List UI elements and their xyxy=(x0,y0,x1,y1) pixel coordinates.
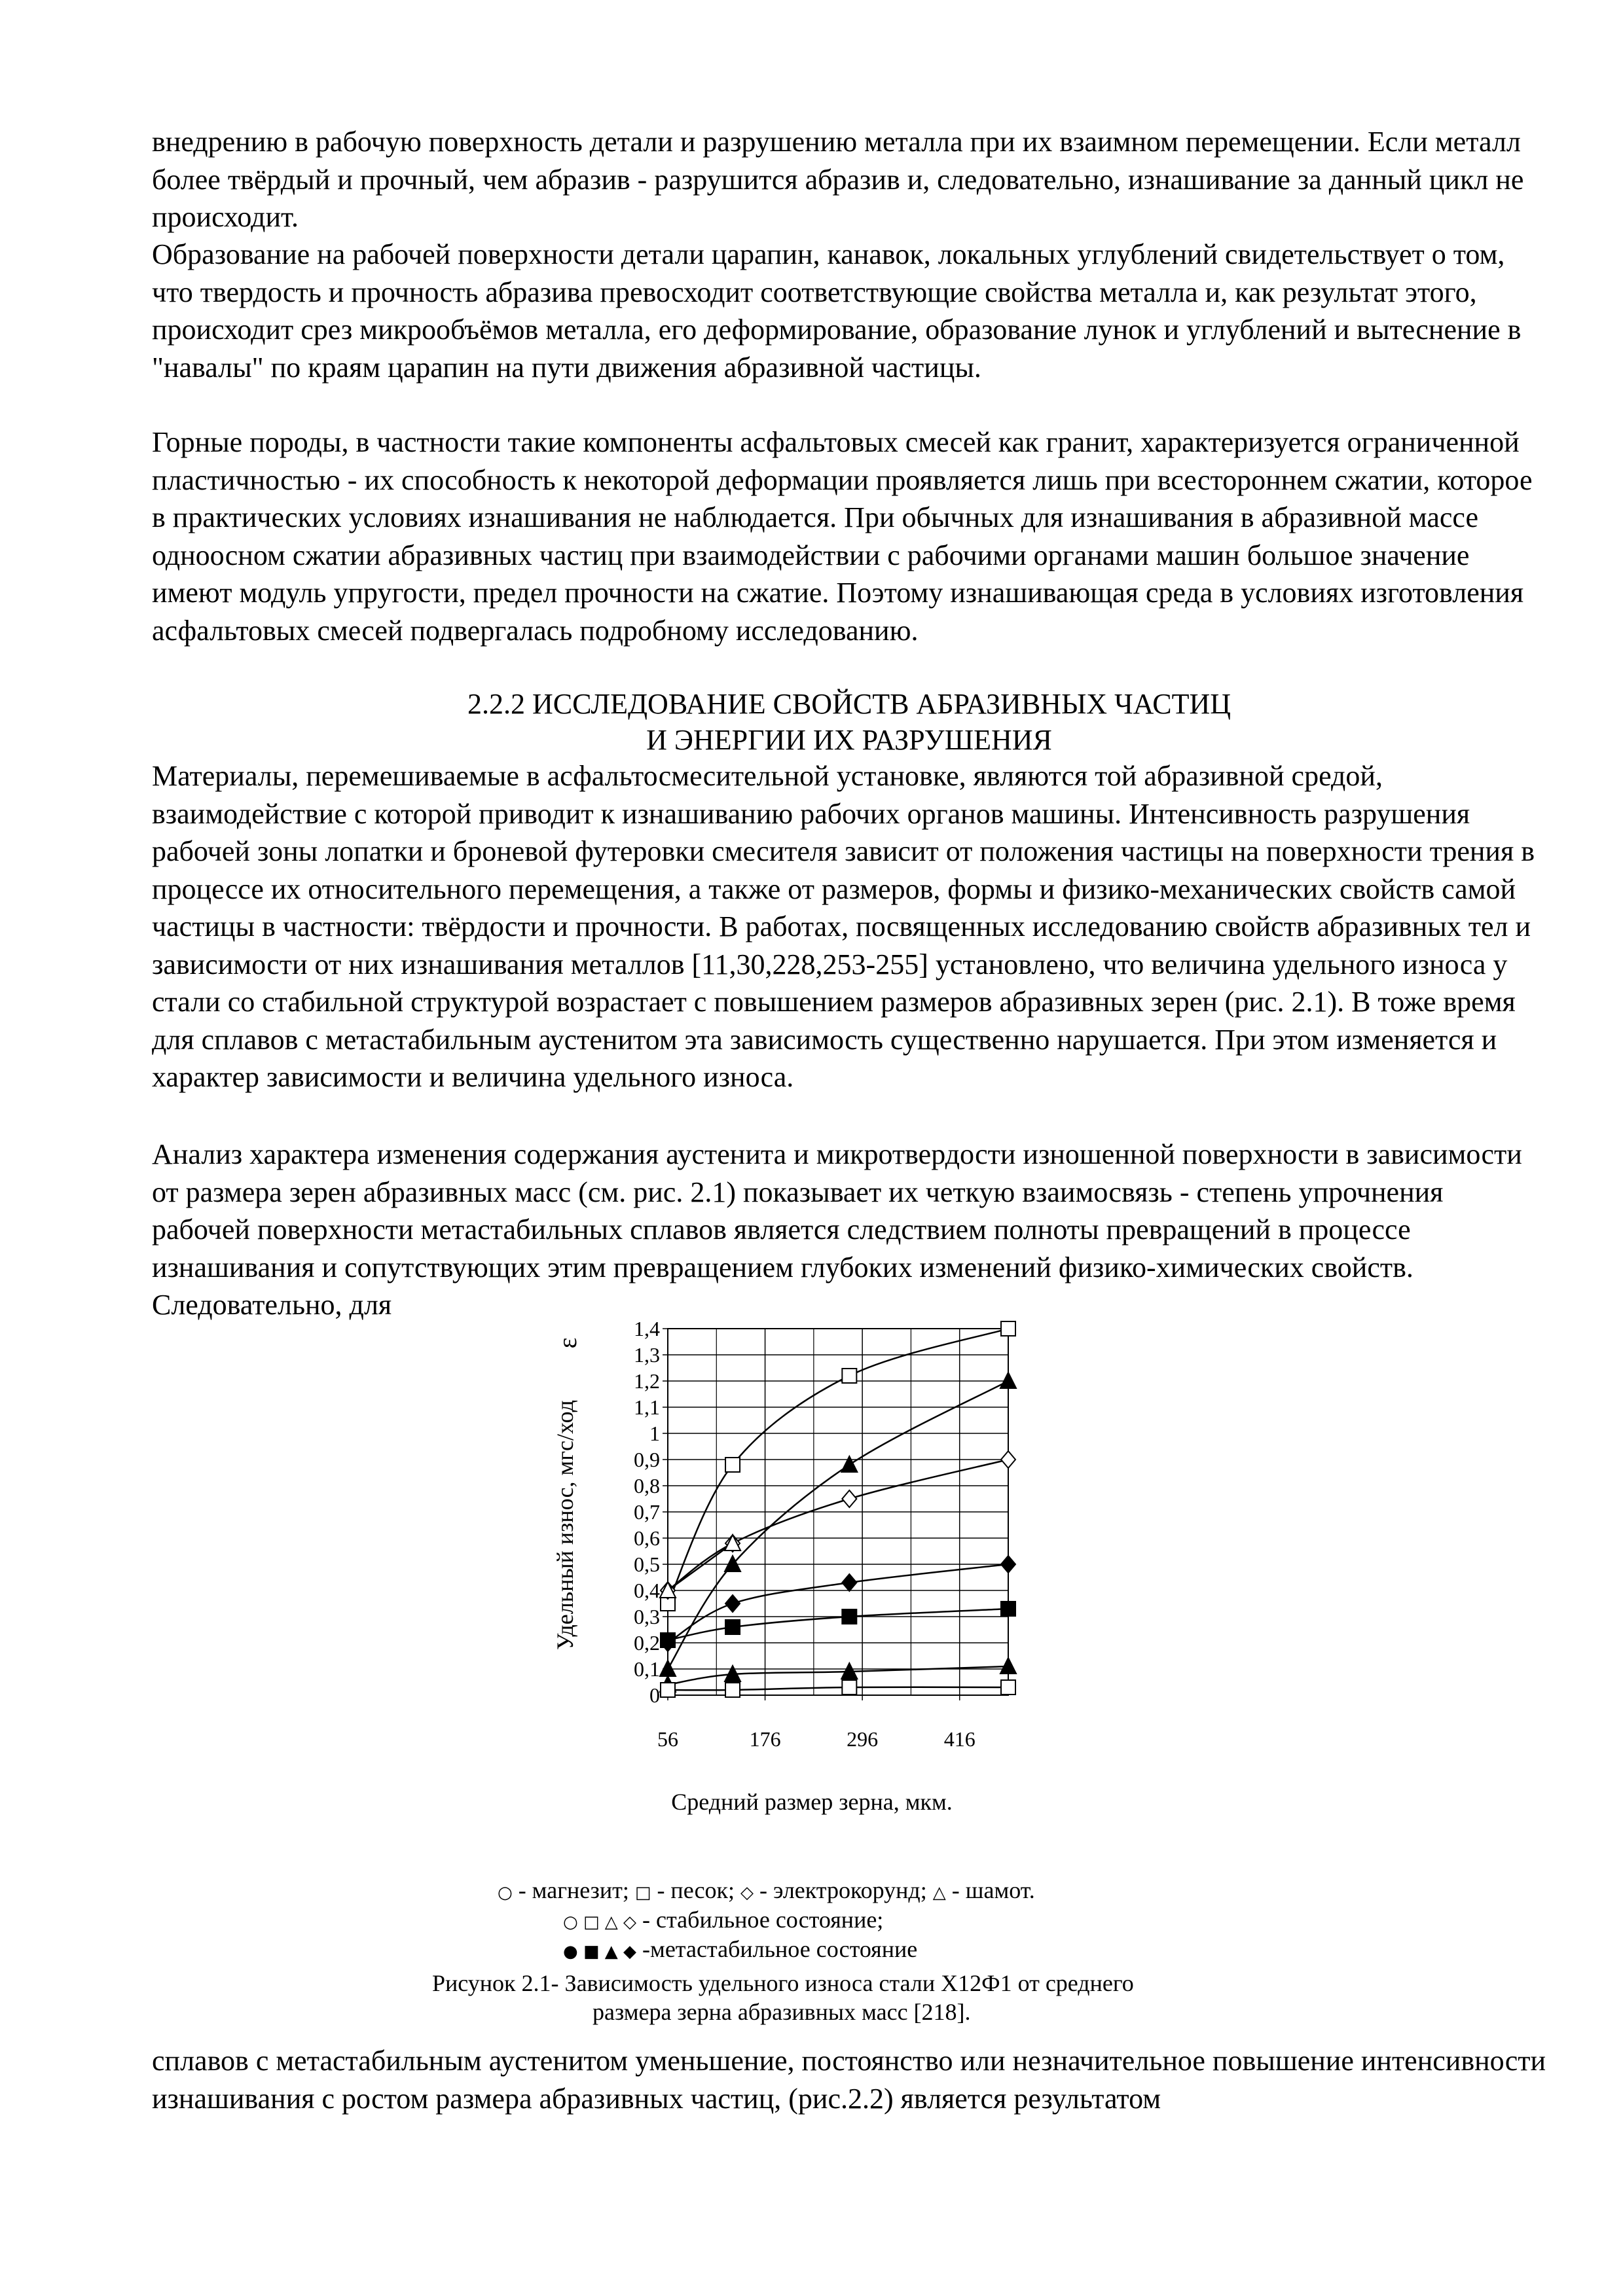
series-line xyxy=(668,1329,1008,1604)
series-line xyxy=(668,1609,1008,1640)
figure-2-1-chart xyxy=(550,1309,1165,1833)
x-tick-label: 176 xyxy=(749,1727,781,1751)
figure-caption-line-2: размера зерна абразивных масс [218]. xyxy=(593,1999,971,2025)
stable-markers-icon: ○ □ △ ◇ xyxy=(563,1912,637,1932)
y-tick-label: 0,6 xyxy=(634,1526,660,1550)
y-axis-symbol: ε xyxy=(553,1337,582,1349)
legend-row-2 xyxy=(563,1908,883,1934)
data-point-square xyxy=(661,1683,675,1697)
paragraph-6: сплавов с метастабильным аустенитом уменьшение, постоянство или незначительное повышение интенсивности изнашивания с ростом размера абразивных частиц, (рис.2.2) является результатом xyxy=(152,2045,1546,2115)
y-tick-label: 0,2 xyxy=(634,1631,660,1655)
data-point-diamond xyxy=(842,1574,856,1591)
legend-sand: - песок; xyxy=(657,1877,735,1903)
data-point-diamond xyxy=(1001,1556,1015,1573)
data-point-square xyxy=(842,1609,856,1624)
legend-stable: - стабильное состояние; xyxy=(642,1907,884,1933)
y-tick-label: 1,1 xyxy=(634,1395,660,1419)
data-point-square xyxy=(725,1620,740,1634)
data-point-square xyxy=(842,1369,856,1383)
y-tick-label: 0,8 xyxy=(634,1474,660,1498)
metastable-markers-icon: ● ■ ▲ ◆ xyxy=(563,1942,637,1962)
data-point-square xyxy=(725,1458,740,1472)
y-tick-label: 0,3 xyxy=(634,1605,660,1628)
data-point-triangle xyxy=(1000,1372,1016,1388)
y-tick-label: 0,4 xyxy=(634,1579,660,1602)
data-point-diamond xyxy=(1001,1451,1015,1468)
x-tick-label: 56 xyxy=(657,1727,678,1751)
paragraph-2: Образование на рабочей поверхности детали царапин, канавок, локальных углублений свидетельствует о том, что твердость и прочность абразива превосходит соответствующие свойства металла и, как результат этого, происходит срез микрообъёмов металла, его деформирование, образование лунок и углублений и вытеснение в "навалы" по краям царапин на пути движения абразивной частицы. xyxy=(152,238,1522,384)
paragraph-3: Горные породы, в частности такие компоненты асфальтовых смесей как гранит, характеризуется ограниченной пластичностью - их способность к некоторой деформации проявляется лишь при всестороннем сжатии, которое в практических условиях изнашивания не наблюдается. При обычных для изнашивания в абразивной массе одноосном сжатии абразивных частиц при взаимодействии с рабочими органами машин большое значение имеют модуль упругости, предел прочности на сжатие. Поэтому изнашивающая среда в условиях изготовления асфальтовых смесей подвергалась подробному исследованию. xyxy=(152,426,1533,647)
data-point-square xyxy=(1001,1680,1015,1695)
series-line xyxy=(668,1687,1008,1691)
data-point-triangle xyxy=(1000,1658,1016,1674)
legend-row-3 xyxy=(563,1937,917,1964)
y-tick-label: 0 xyxy=(649,1683,660,1707)
chart-svg xyxy=(550,1309,1165,1833)
x-tick-label: 296 xyxy=(847,1727,879,1751)
section-heading-line-2: И ЭНЕРГИИ ИХ РАЗРУШЕНИЯ xyxy=(646,724,1052,756)
y-tick-label: 1,2 xyxy=(634,1369,660,1393)
paragraph-1: внедрению в рабочую поверхность детали и разрушению металла при их взаимном перемещении. Если металл более твёрдый и прочный, чем абразив - разрушится абразив и, следовательно, изнашивание за данный цикл не происходит. xyxy=(152,126,1524,233)
data-point-diamond xyxy=(842,1490,856,1507)
data-point-square xyxy=(842,1680,856,1695)
series-line xyxy=(668,1543,733,1590)
data-point-triangle xyxy=(841,1456,857,1472)
square-open-icon: □ xyxy=(634,1883,651,1903)
section-heading-line-1: 2.2.2 ИССЛЕДОВАНИЕ СВОЙСТВ АБРАЗИВНЫХ ЧАСТИЦ xyxy=(467,688,1231,720)
data-point-triangle xyxy=(660,1660,676,1676)
triangle-open-icon: △ xyxy=(932,1883,946,1903)
y-axis-label: Удельный износ, мгс/ход xyxy=(552,1400,578,1650)
y-tick-label: 1,4 xyxy=(634,1317,660,1340)
legend-corundum: - электрокорунд; xyxy=(759,1877,927,1903)
series-line xyxy=(668,1564,1008,1643)
paragraph-5: Анализ характера изменения содержания аустенита и микротвердости изношенной поверхности в зависимости от размера зерен абразивных масс (см. рис. 2.1) показывает их четкую взаимосвязь - степень упрочнения рабочей поверхности метастабильных сплавов является следствием полноты превращений в процессе изнашивания и сопутствующих этим превращением глубоких изменений физико-химических свойств. Следовательно, для xyxy=(152,1138,1522,1321)
legend-row-1 xyxy=(498,1878,1035,1905)
legend-metastable: -метастабильное состояние xyxy=(642,1936,918,1962)
y-tick-label: 0,9 xyxy=(634,1448,660,1471)
series-line xyxy=(668,1460,1008,1590)
y-tick-label: 0,5 xyxy=(634,1552,660,1576)
paragraph-4: Материалы, перемешиваемые в асфальтосмесительной установке, являются той абразивной средой, взаимодействие с которой приводит к изнашиванию рабочих органов машины. Интенсивность разрушения рабочей зоны лопатки и броневой футеровки смесителя зависит от положения частицы на поверхности трения в процессе их относительного перемещения, а также от размеров, формы и физико-механических свойств самой частицы в частности: твёрдости и прочности. В работах, посвященных исследованию свойств абразивных тел и зависимости от них изнашивания металлов [11,30,228,253-255] установлено, что величина удельного износа у стали со стабильной структурой возрастает с повышением размеров абразивных зерен (рис. 2.1). В тоже время для сплавов с метастабильным аустенитом эта зависимость существенно нарушается. При этом изменяется и характер зависимости и величина удельного износа. xyxy=(152,760,1535,1093)
data-point-diamond xyxy=(725,1595,740,1612)
data-point-square xyxy=(661,1633,675,1647)
y-tick-label: 1 xyxy=(649,1422,660,1445)
y-tick-label: 0,1 xyxy=(634,1657,660,1681)
diamond-open-icon: ◇ xyxy=(740,1883,754,1903)
x-tick-label: 416 xyxy=(943,1727,976,1751)
legend-chamotte: - шамот. xyxy=(951,1877,1035,1903)
legend-magnesite: - магнезит; xyxy=(518,1877,629,1903)
data-point-square xyxy=(1001,1321,1015,1336)
data-point-square xyxy=(725,1683,740,1697)
data-point-square xyxy=(1001,1602,1015,1616)
x-axis-label: Средний размер зерна, мкм. xyxy=(671,1789,953,1815)
series-line xyxy=(668,1381,1008,1669)
y-tick-label: 1,3 xyxy=(634,1343,660,1367)
circle-open-icon: ○ xyxy=(498,1883,513,1903)
figure-caption-line-1: Рисунок 2.1- Зависимость удельного износа стали Х12Ф1 от среднего xyxy=(432,1970,1134,1996)
y-tick-label: 0,7 xyxy=(634,1500,660,1524)
